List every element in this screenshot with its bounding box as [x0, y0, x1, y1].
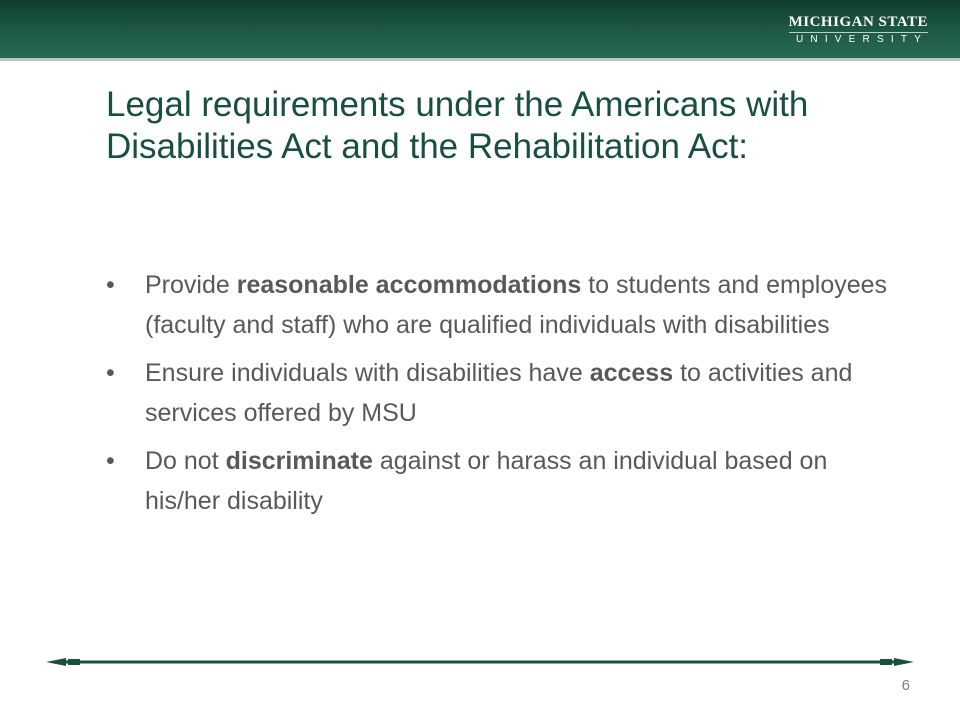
bullet-item-discriminate [106, 441, 906, 521]
bullet-icon: • [106, 447, 115, 475]
divider-cap-right [880, 659, 892, 665]
header-bar [0, 0, 960, 61]
bullet-text-bold: discriminate [225, 447, 373, 475]
logo-wordmark-top: MICHIGAN STATE [788, 14, 928, 30]
double-arrow-divider [46, 652, 914, 672]
bullet-icon: • [106, 271, 115, 299]
bullet-text-bold: reasonable accommodations [236, 271, 582, 299]
bullet-text-bold: access [589, 359, 674, 387]
arrow-right-icon [894, 658, 914, 666]
bullet-text-after: to students and employees (faculty and staff) who are qualified individuals with disabilities [145, 271, 888, 339]
bullet-list [106, 265, 906, 529]
bullet-text-after: against or harass an individual based on his/her disability [145, 447, 828, 515]
page-number: 6 [901, 677, 910, 694]
bullet-item-accommodations [106, 265, 906, 345]
divider-cap-left [68, 659, 80, 665]
logo-wordmark-bottom: UNIVERSITY [789, 32, 928, 46]
slide-title: Legal requirements under the Americans with Disabilities Act and the Rehabilitation Act: [106, 85, 809, 166]
bullet-text-before: Do not [145, 447, 226, 475]
bullet-text-before: Ensure individuals with disabilities have [145, 359, 590, 387]
bullet-item-access [106, 353, 906, 433]
arrow-left-icon [46, 658, 66, 666]
bullet-text-after: to activities and services offered by MSU [145, 359, 853, 427]
msu-logo [789, 14, 928, 46]
bullet-icon: • [106, 359, 115, 387]
bullet-text-before: Provide [145, 271, 237, 299]
